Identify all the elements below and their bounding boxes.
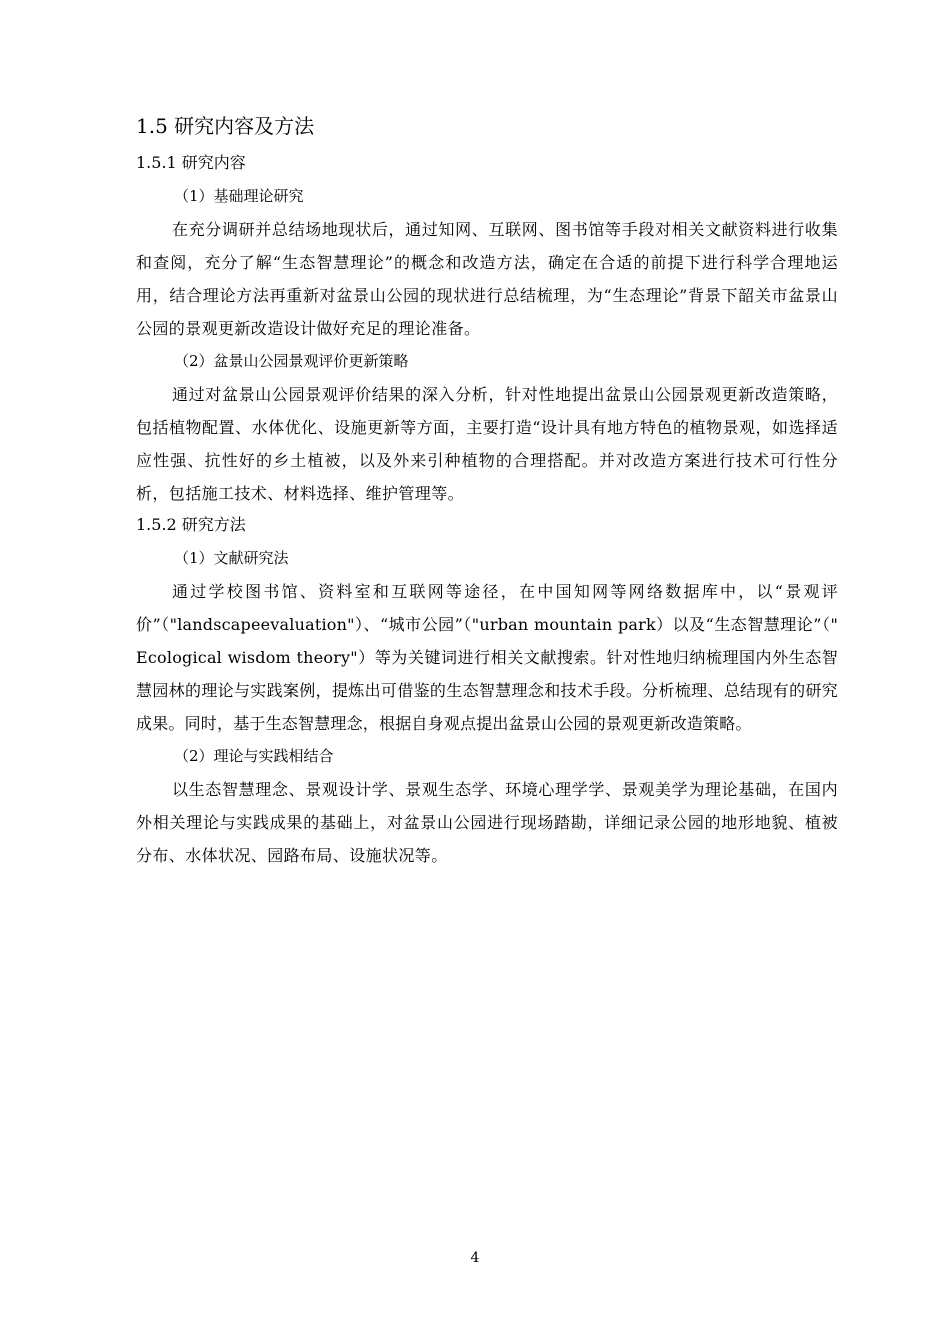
paragraph-basic-theory: 在充分调研并总结场地现状后，通过知网、互联网、图书馆等手段对相关文献资料进行收集和查阅，充分了解“生态智慧理论”的概念和改造方法，确定在合适的前提下进行科学合理地运用，结合理论方法再重新对盆景山公园的现状进行总结梳理，为“生态理论”背景下韶关市盆景山公园的景观更新改造设计做好充足的理论准备。 — [136, 220, 838, 338]
paragraph-landscape-strategy: 通过对盆景山公园景观评价结果的深入分析，针对性地提出盆景山公园景观更新改造策略，包括植物配置、水体优化、设施更新等方面，主要打造“设计具有地方特色的植物景观，如选择适应性强、抗性好的乡土植被，以及外来引种植物的合理搭配。并对改造方案进行技术可行性分析，包括施工技术、材料选择、维护管理等。 — [136, 385, 838, 503]
item-heading-literature-research: （1）文献研究法 — [174, 549, 289, 567]
section-title: 1.5 研究内容及方法 — [136, 114, 315, 138]
subsection-title-research-content: 1.5.1 研究内容 — [136, 153, 246, 172]
item-heading-basic-theory: （1）基础理论研究 — [174, 187, 304, 205]
item-heading-landscape-strategy: （2）盆景山公园景观评价更新策略 — [174, 352, 409, 370]
page-number: 4 — [470, 1250, 480, 1266]
paragraph-theory-practice: 以生态智慧理念、景观设计学、景观生态学、环境心理学学、景观美学为理论基础，在国内外相关理论与实践成果的基础上，对盆景山公园进行现场踏勘，详细记录公园的地形地貌、植被分布、水体状况、园路布局、设施状况等。 — [136, 780, 838, 865]
paragraph-literature-research: 通过学校图书馆、资料室和互联网等途径，在中国知网等网络数据库中，以“景观评价”（"landscapeevaluation"）、“城市公园”（"urban mountain park）以及“生态智慧理论”（" Ecological wisdom theory"）等为关键词进行相关文献搜索。针对性地归纳梳理国内外生态智慧园林的理论与实践案例，提炼出可借鉴的生态智慧理念和技术手段。分析梳理、总结现有的研究成果。同时，基于生态智慧理念，根据自身观点提出盆景山公园的景观更新改造策略。 — [136, 582, 838, 733]
subsection-title-research-method: 1.5.2 研究方法 — [136, 515, 246, 534]
item-heading-theory-practice: （2）理论与实践相结合 — [174, 747, 334, 765]
page-content — [136, 110, 838, 872]
